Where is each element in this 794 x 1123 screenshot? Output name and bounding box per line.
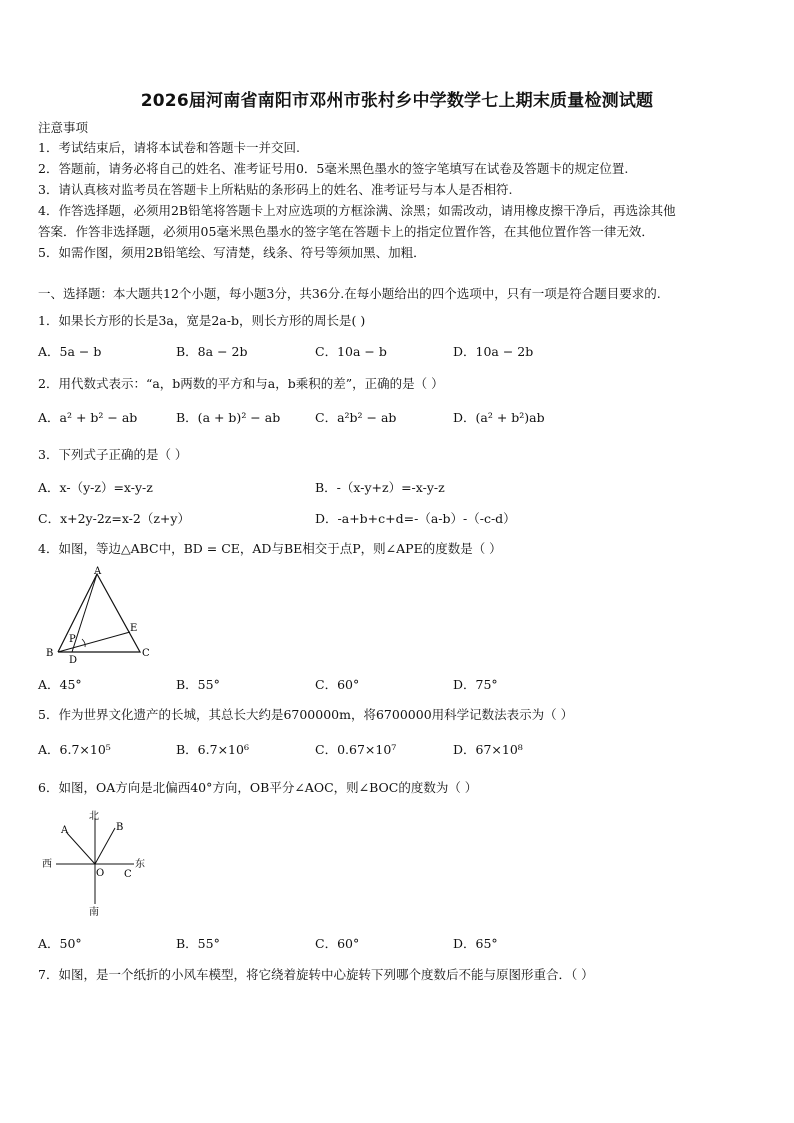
label-o: O <box>96 868 105 879</box>
question-1-option-c[interactable]: C．10a − b <box>315 344 387 359</box>
question-1-option-a[interactable]: A．5a − b <box>38 344 102 359</box>
question-2-option-a[interactable]: A．a² + b² − ab <box>38 410 138 425</box>
question-2-option-d[interactable]: D．(a² + b²)ab <box>453 410 545 425</box>
question-6-stem: 6．如图，OA方向是北偏西40°方向，OB平分∠AOC，则∠BOC的度数为（ ） <box>38 780 478 795</box>
notice-item: 1．考试结束后，请将本试卷和答题卡一并交回. <box>38 140 300 155</box>
segment-ad <box>72 574 97 652</box>
notice-item: 4．作答选择题，必须用2B铅笔将答题卡上对应选项的方框涂满、涂黑；如需改动，请用橡皮擦干净后，再选涂其他 <box>38 203 676 218</box>
question-4-option-b[interactable]: B．55° <box>176 677 220 692</box>
question-5-option-c[interactable]: C．0.67×10⁷ <box>315 742 397 757</box>
question-3-stem: 3．下列式子正确的是（ ） <box>38 447 188 462</box>
section-heading: 一、选择题：本大题共12个小题，每小题3分，共36分.在每小题给出的四个选项中，只有一项是符合题目要求的. <box>38 286 661 301</box>
question-1-option-d[interactable]: D．10a − 2b <box>453 344 534 359</box>
question-5-option-b[interactable]: B．6.7×10⁶ <box>176 742 249 757</box>
label-east: 东 <box>135 859 145 870</box>
question-4-option-c[interactable]: C．60° <box>315 677 360 692</box>
triangle-figure <box>38 566 158 666</box>
question-5-option-a[interactable]: A．6.7×10⁵ <box>38 742 111 757</box>
compass-figure <box>38 808 158 920</box>
question-3-option-c[interactable]: C．x+2y-2z=x-2（z+y） <box>38 511 190 526</box>
label-c: C <box>142 648 150 659</box>
question-3-option-b[interactable]: B．-（x-y+z）=-x-y-z <box>315 480 445 495</box>
question-2-option-c[interactable]: C．a²b² − ab <box>315 410 397 425</box>
label-north: 北 <box>89 811 99 822</box>
ray-oa <box>67 833 95 864</box>
notice-item: 3．请认真核对监考员在答题卡上所粘贴的条形码上的姓名、准考证号与本人是否相符. <box>38 182 513 197</box>
question-1-option-b[interactable]: B．8a − 2b <box>176 344 248 359</box>
question-6-option-c[interactable]: C．60° <box>315 936 360 951</box>
label-e: E <box>130 623 138 634</box>
page-title: 2026届河南省南阳市邓州市张村乡中学数学七上期末质量检测试题 <box>140 91 654 111</box>
question-2-stem: 2．用代数式表示：“a，b两数的平方和与a，b乘积的差”，正确的是（ ） <box>38 376 444 391</box>
label-b: B <box>116 822 124 833</box>
question-2-option-b[interactable]: B．(a + b)² − ab <box>176 410 281 425</box>
label-a: A <box>61 825 69 836</box>
question-3-option-a[interactable]: A．x-（y-z）=x-y-z <box>38 480 153 495</box>
question-5-option-d[interactable]: D．67×10⁸ <box>453 742 523 757</box>
notice-heading: 注意事项 <box>38 120 89 135</box>
question-5-stem: 5．作为世界文化遗产的长城，其总长大约是6700000m，将6700000用科学记数法表示为（ ） <box>38 707 574 722</box>
label-d: D <box>69 655 78 666</box>
label-south: 南 <box>89 907 99 918</box>
question-6-option-b[interactable]: B．55° <box>176 936 220 951</box>
notice-item: 2．答题前，请务必将自己的姓名、准考证号用0．5毫米黑色墨水的签字笔填写在试卷及答题卡的规定位置. <box>38 161 629 176</box>
label-b: B <box>46 648 54 659</box>
angle-mark <box>82 639 85 647</box>
label-a: A <box>94 566 102 577</box>
label-c: C <box>124 869 132 880</box>
label-p: P <box>69 634 76 645</box>
notice-item: 答案．作答非选择题，必须用05毫米黑色墨水的签字笔在答题卡上的指定位置作答，在其他位置作答一律无效． <box>38 224 654 239</box>
notice-item: 5．如需作图，须用2B铅笔绘、写清楚，线条、符号等须加黑、加粗． <box>38 245 426 260</box>
ray-ob <box>95 828 115 864</box>
question-1-stem: 1．如果长方形的长是3a，宽是2a-b，则长方形的周长是( ) <box>38 313 366 328</box>
question-6-option-a[interactable]: A．50° <box>38 936 82 951</box>
question-4-option-d[interactable]: D．75° <box>453 677 498 692</box>
question-7-stem: 7．如图，是一个纸折的小风车模型，将它绕着旋转中心旋转下列哪个度数后不能与原图形重合．（ ） <box>38 967 594 982</box>
question-3-option-d[interactable]: D．-a+b+c+d=-（a-b）-（-c-d） <box>315 511 516 526</box>
question-6-option-d[interactable]: D．65° <box>453 936 498 951</box>
question-4-option-a[interactable]: A．45° <box>38 677 82 692</box>
question-4-stem: 4．如图，等边△ABC中，BD = CE，AD与BE相交于点P，则∠APE的度数是（ ） <box>38 541 502 556</box>
label-west: 西 <box>42 859 52 870</box>
